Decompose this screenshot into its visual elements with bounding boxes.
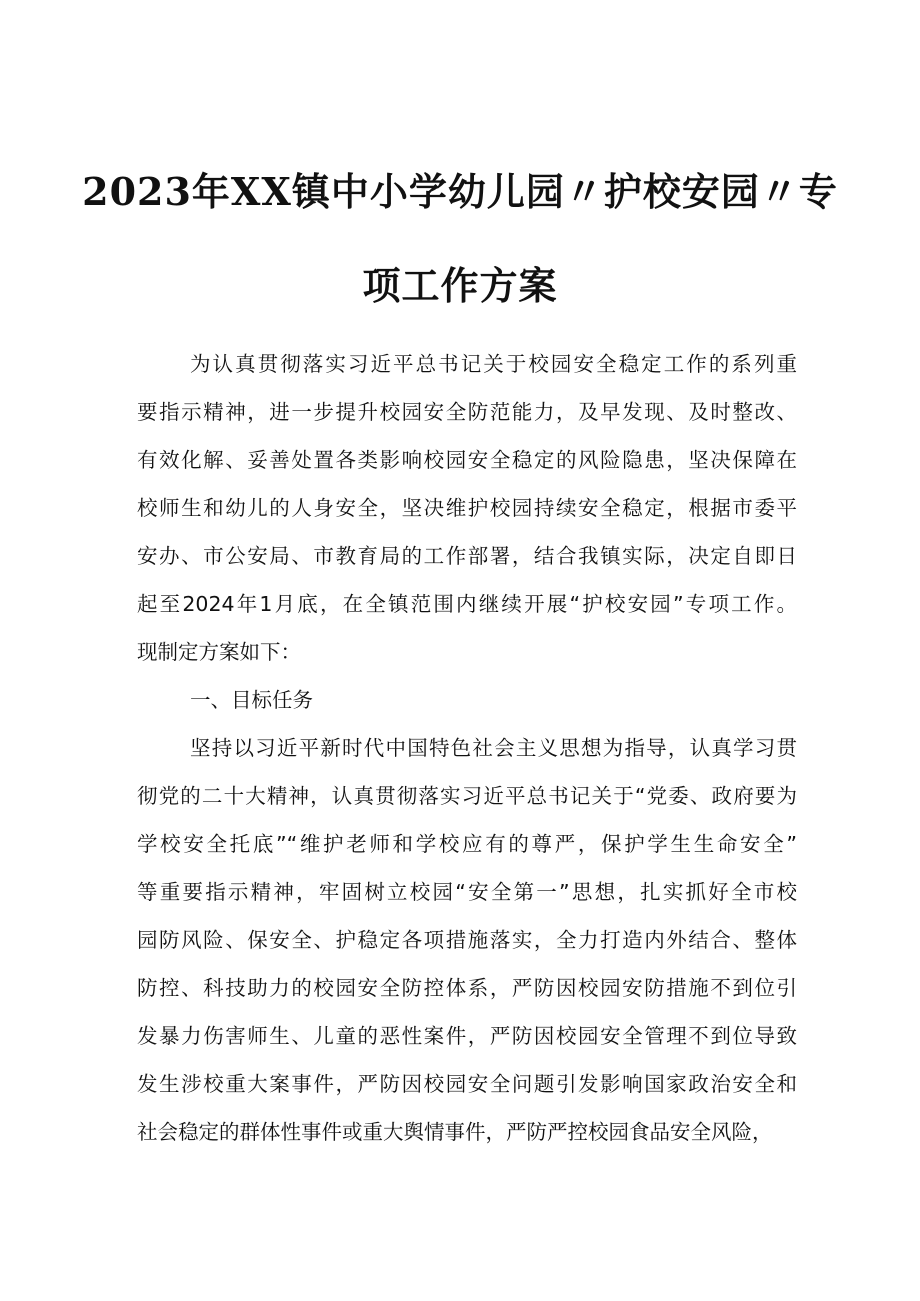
section-heading-goals: 一、目标任务 — [190, 688, 313, 712]
paragraph-1-line: 要指示精神，进一步提升校园安全防范能力，及早发现、及时整改、 — [137, 400, 797, 424]
paragraph-2-line: 彻党的二十大精神，认真贯彻落实习近平总书记关于“党委、政府要为 — [137, 784, 797, 808]
paragraph-1-line: 有效化解、妥善处置各类影响校园安全稳定的风险隐患，坚决保障在 — [137, 448, 797, 472]
paragraph-1-line: 起至2024年1月底，在全镇范围内继续开展“护校安园”专项工作。 — [137, 592, 797, 616]
paragraph-1-line: 为认真贯彻落实习近平总书记关于校园安全稳定工作的系列重 — [190, 352, 797, 376]
paragraph-2-line: 发生涉校重大案事件，严防因校园安全问题引发影响国家政治安全和 — [137, 1072, 797, 1096]
paragraph-1-line: 现制定方案如下： — [137, 640, 301, 664]
paragraph-2-line: 学校安全托底”“维护老师和学校应有的尊严，保护学生生命安全” — [137, 832, 797, 856]
paragraph-2-line: 防控、科技助力的校园安全防控体系，严防因校园安防措施不到位引 — [137, 976, 797, 1000]
document-title-line-1: 2023年XX镇中小学幼儿园〃护校安园〃专 — [82, 169, 838, 214]
paragraph-2-line: 园防风险、保安全、护稳定各项措施落实，全力打造内外结合、整体 — [137, 928, 797, 952]
paragraph-2-line: 发暴力伤害师生、儿童的恶性案件，严防因校园安全管理不到位导致 — [137, 1024, 797, 1048]
paragraph-2-line: 坚持以习近平新时代中国特色社会主义思想为指导，认真学习贯 — [190, 736, 797, 760]
paragraph-1-line: 安办、市公安局、市教育局的工作部署，结合我镇实际，决定自即日 — [137, 544, 797, 568]
paragraph-2-line: 社会稳定的群体性事件或重大舆情事件，严防严控校园食品安全风险， — [137, 1120, 773, 1144]
paragraph-1-line: 校师生和幼儿的人身安全，坚决维护校园持续安全稳定，根据市委平 — [137, 496, 797, 520]
document-title-line-2: 项工作方案 — [362, 263, 558, 308]
paragraph-2-line: 等重要指示精神，牢固树立校园“安全第一”思想，扎实抓好全市校 — [137, 880, 797, 904]
